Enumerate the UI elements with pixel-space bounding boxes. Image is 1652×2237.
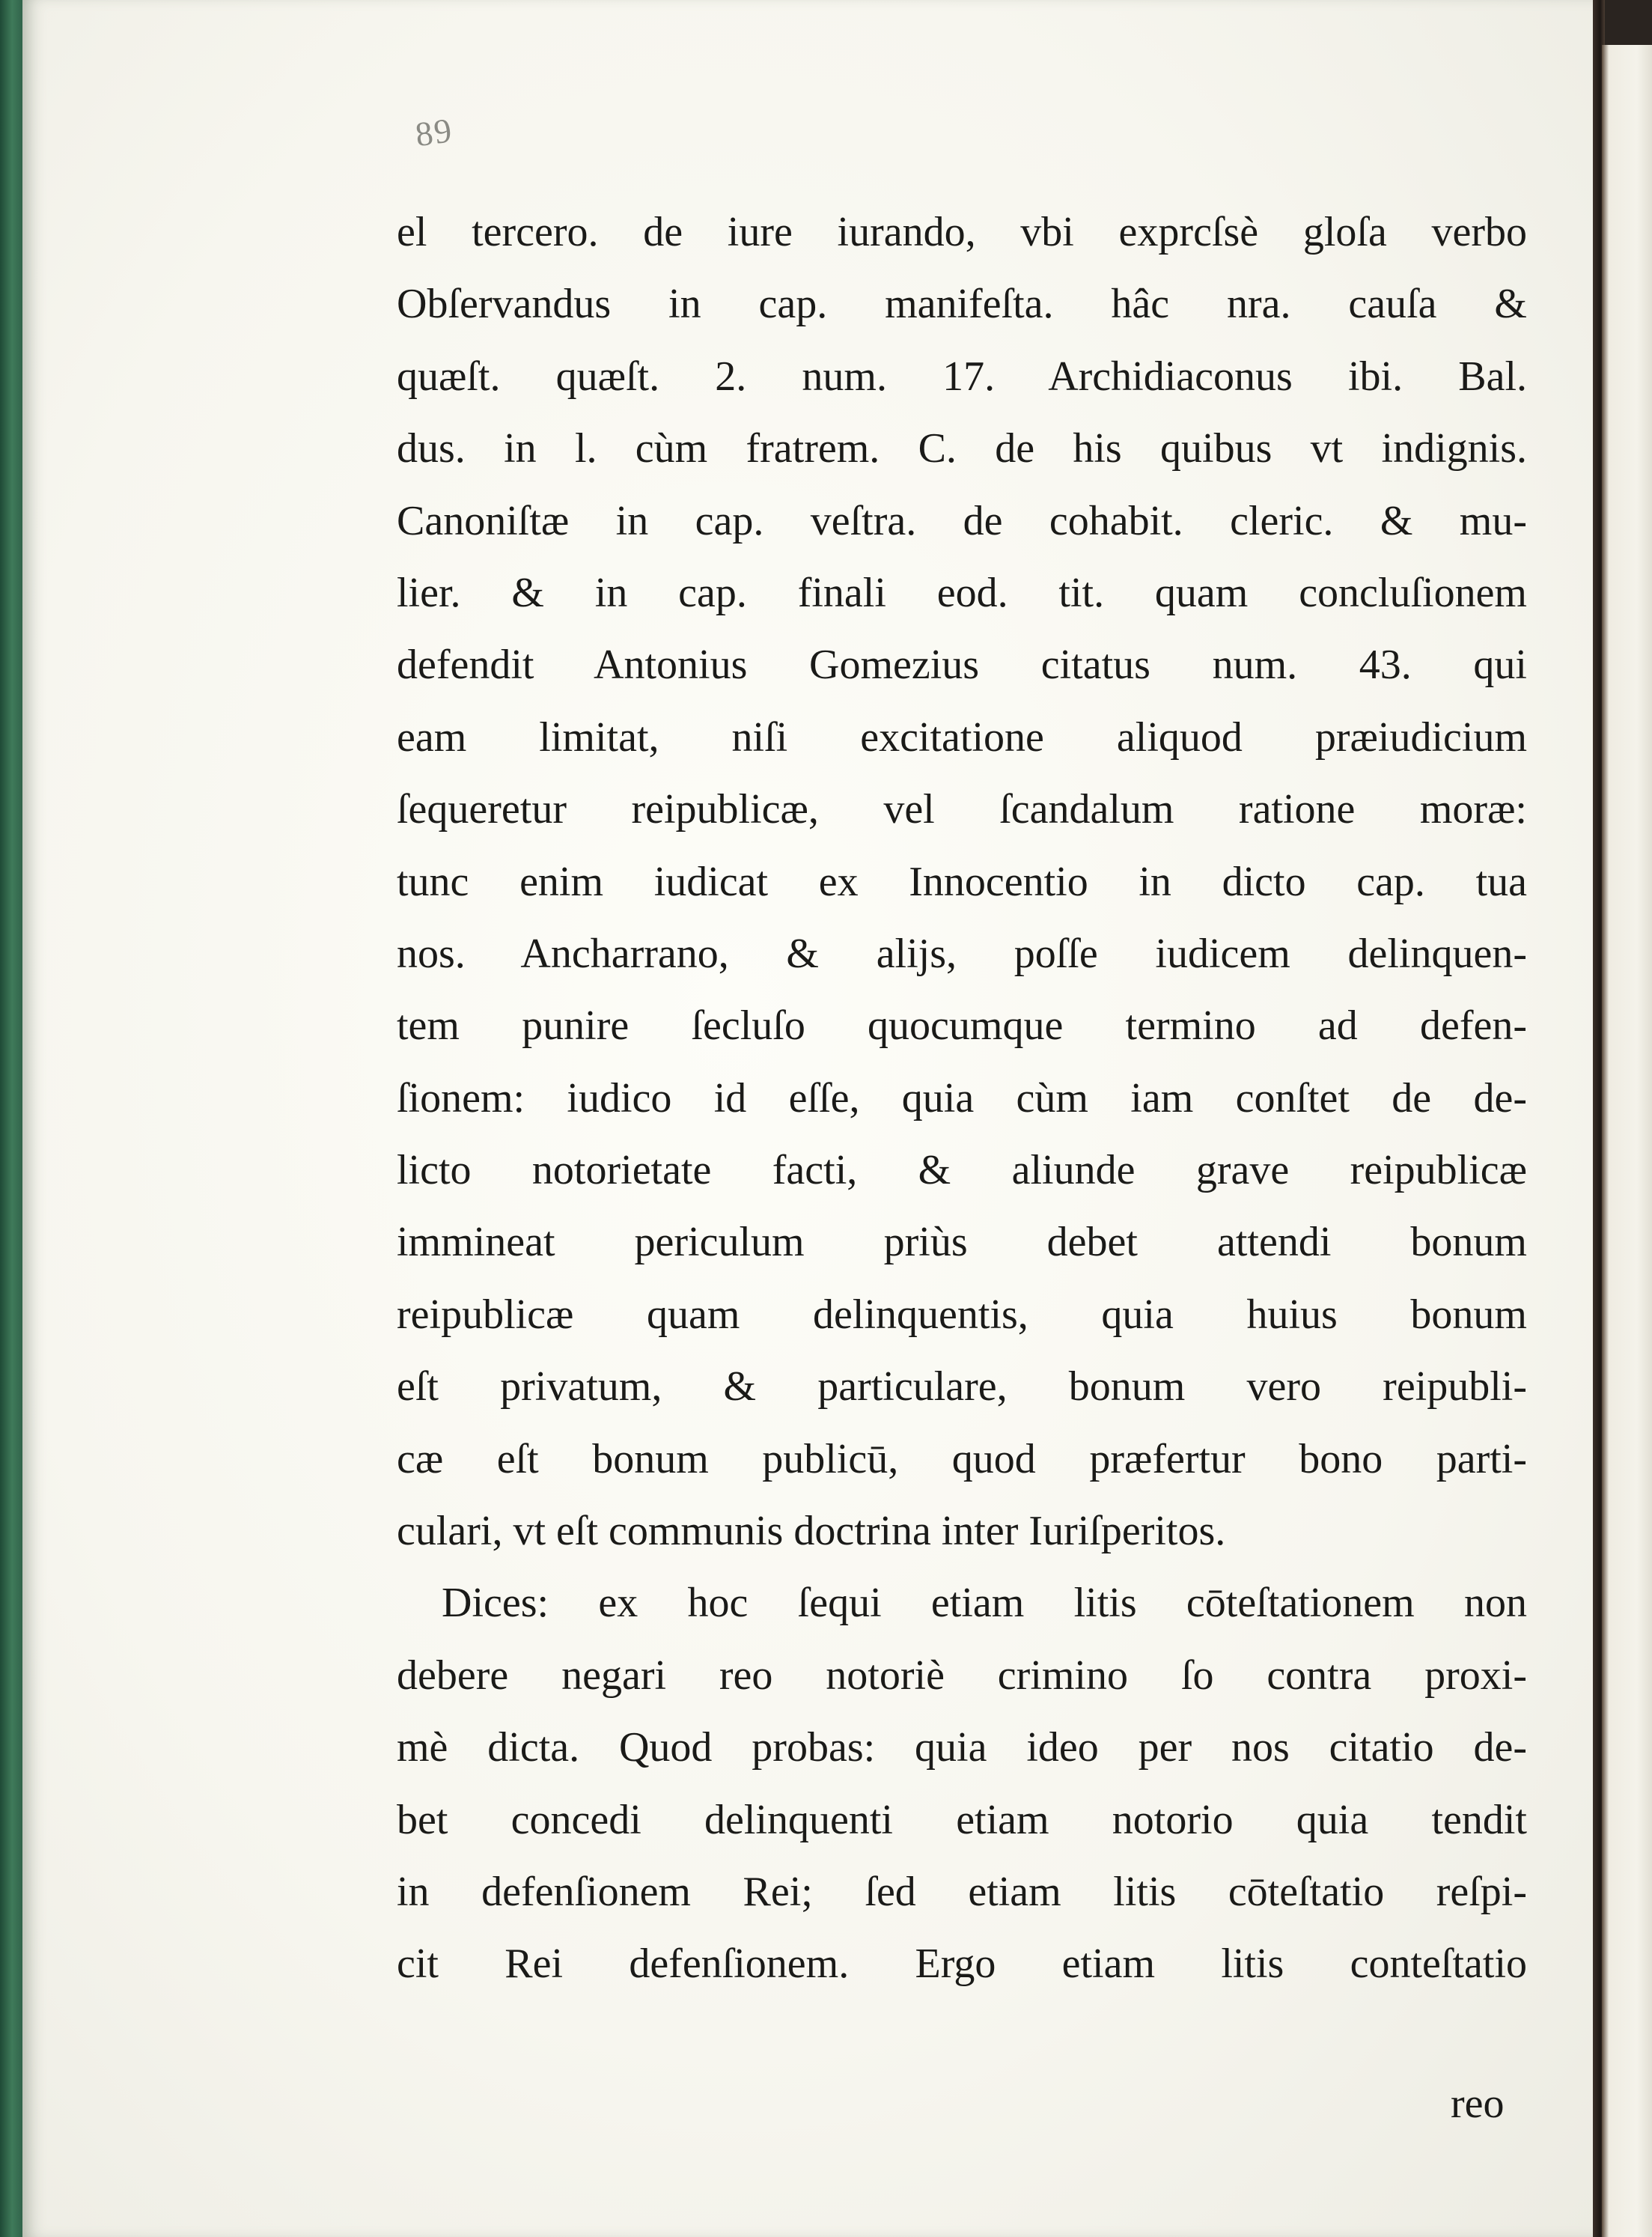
text-line: culari, vt eſt communis doctrina inter Iuriſperitos. [397, 1508, 1226, 1555]
text-line: reipublicæ quam delinquentis, quia huius bonum [397, 1291, 1527, 1338]
text-line: dus. in l. cùm fratrem. C. de his quibus vt indignis. [397, 425, 1527, 472]
text-line: licto notorietate facti, & aliunde grave reipublicæ [397, 1147, 1527, 1194]
text-line: in defenſionem Rei; ſed etiam litis cōteſtatio reſpi- [397, 1868, 1527, 1915]
text-line: nos. Ancharrano, & alijs, poſſe iudicem delinquen- [397, 930, 1527, 977]
text-line: quæſt. quæſt. 2. num. 17. Archidiaconus ibi. Bal. [397, 353, 1527, 400]
text-line: Obſervandus in cap. manifeſta. hâc nra. cauſa & [397, 281, 1527, 328]
facing-page-edge [1602, 45, 1652, 2237]
text-line: cæ eſt bonum publicū, quod præfertur bono parti- [397, 1435, 1527, 1482]
text-line: debere negari reo notoriè crimino ſo contra proxi- [397, 1652, 1527, 1699]
text-line: Canoniſtæ in cap. veſtra. de cohabit. cleric. & mu- [397, 497, 1527, 544]
text-line: defendit Antonius Gomezius citatus num. 43. qui [397, 642, 1527, 689]
body-text [397, 196, 1527, 2000]
catchword: reo [1451, 2081, 1505, 2127]
text-line: bet concedi delinquenti etiam notorio quia tendit [397, 1796, 1527, 1843]
text-line: Dices: ex hoc ſequi etiam litis cōteſtationem non [442, 1580, 1527, 1627]
text-line: tem punire ſecluſo quocumque termino ad defen- [397, 1002, 1527, 1050]
text-line: eſt privatum, & particulare, bonum vero reipubli- [397, 1363, 1527, 1410]
text-line: eam limitat, niſi excitatione aliquod præiudicium [397, 713, 1527, 761]
text-line: lier. & in cap. finali eod. tit. quam concluſionem [397, 569, 1527, 616]
page-number: 89 [412, 110, 456, 154]
text-line: cit Rei defenſionem. Ergo etiam litis conteſtatio [397, 1941, 1527, 1988]
text-line: el tercero. de iure iurando, vbi exprcſsè gloſa verbo [397, 209, 1527, 255]
text-line: mè dicta. Quod probas: quia ideo per nos citatio de- [397, 1724, 1527, 1771]
text-line: immineat periculum priùs debet attendi bonum [397, 1219, 1527, 1266]
text-line: tunc enim iudicat ex Innocentio in dicto cap. tua [397, 858, 1527, 905]
text-line: ſionem: iudico id eſſe, quia cùm iam conſtet de de- [397, 1074, 1527, 1121]
text-line: ſequeretur reipublicæ, vel ſcandalum ratione moræ: [397, 786, 1527, 833]
